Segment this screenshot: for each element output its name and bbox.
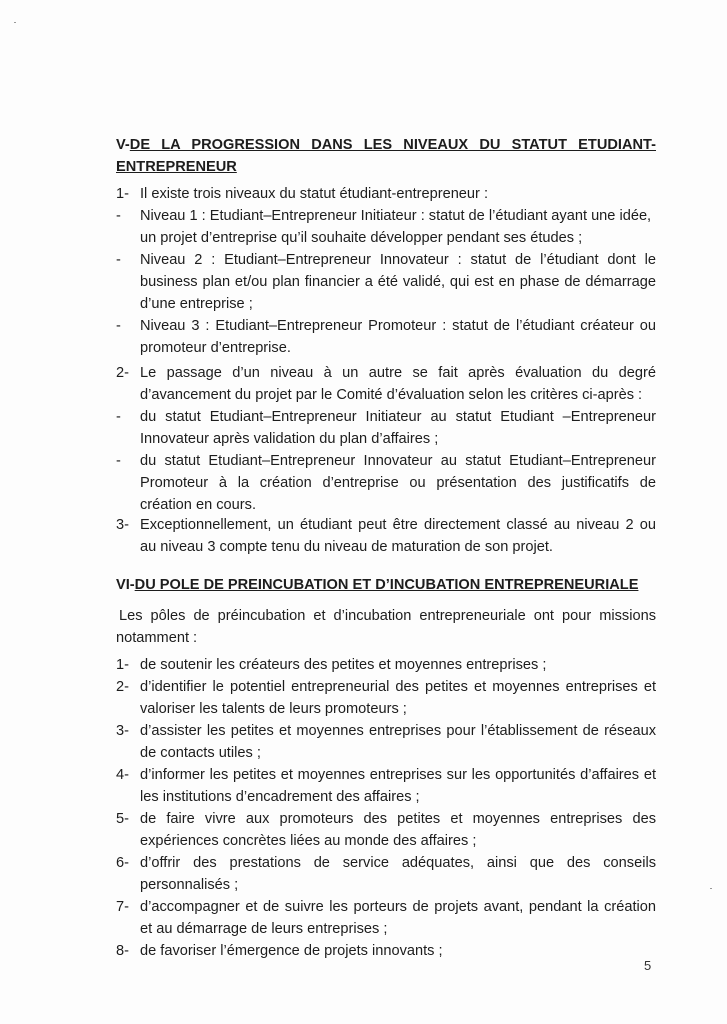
list-item: 3- Exceptionnellement, un étudiant peut être directement classé au niveau 2 ou xyxy=(116,517,656,533)
list-item: 2- Le passage d’un niveau à un autre se fait après évaluation du degré xyxy=(116,365,656,381)
list-item: 5- de faire vivre aux promoteurs des petites et moyennes entreprises des xyxy=(116,811,656,827)
level-2-line: - Niveau 2 : Etudiant–Entrepreneur Innovateur : statut de l’étudiant dont le xyxy=(116,252,656,268)
sub-item-line: - du statut Etudiant–Entrepreneur Innovateur au statut Etudiant–Entrepreneur xyxy=(116,453,656,469)
level-2-line: d’une entreprise ; xyxy=(140,296,253,312)
level-1-line: un projet d’entreprise qu’il souhaite développer pendant ses études ; xyxy=(140,230,583,246)
intro-line: Les pôles de préincubation et d’incubation entrepreneuriale ont pour missions xyxy=(119,608,656,624)
section-v-title-line2: ENTREPRENEUR xyxy=(116,159,237,175)
section-v-title-line1: V-DE LA PROGRESSION DANS LES NIVEAUX DU STATUT ETUDIANT- xyxy=(116,137,656,153)
section-vi-intro xyxy=(116,605,656,649)
section-vi-title: VI-DU POLE DE PREINCUBATION ET D’INCUBATION ENTREPRENEURIALE xyxy=(116,577,639,593)
list-item-continuation: les institutions d’encadrement des affaires ; xyxy=(140,789,420,805)
section-v-item-3 xyxy=(116,514,656,558)
section-v-heading xyxy=(116,134,656,178)
list-item-continuation: au niveau 3 compte tenu du niveau de maturation de son projet. xyxy=(140,539,553,555)
list-item: 3- d’assister les petites et moyennes entreprises pour l’établissement de réseaux xyxy=(116,723,656,739)
scan-speck xyxy=(710,888,712,889)
level-1-line: - Niveau 1 : Etudiant–Entrepreneur Initiateur : statut de l’étudiant ayant une idée, xyxy=(116,208,652,224)
missions-list xyxy=(116,654,656,962)
list-item-continuation: et au démarrage de leurs entreprises ; xyxy=(140,921,388,937)
sub-item-line: Innovateur après validation du plan d’affaires ; xyxy=(140,431,439,447)
sub-item-line: Promoteur à la création d’entreprise ou présentation des justificatifs de xyxy=(140,475,656,491)
level-2-line: business plan et/ou plan financier a été validé, qui est en phase de démarrage xyxy=(140,274,656,290)
list-item-continuation: valoriser les talents de leurs promoteurs ; xyxy=(140,701,407,717)
scan-speck xyxy=(14,22,16,23)
section-v-item-2 xyxy=(116,362,656,516)
list-item: 2- d’identifier le potentiel entrepreneurial des petites et moyennes entreprises et xyxy=(116,679,656,695)
page-number: 5 xyxy=(644,958,652,973)
section-v-item-1 xyxy=(116,183,656,359)
sub-item-line: création en cours. xyxy=(140,497,257,513)
list-item: 1- de soutenir les créateurs des petites et moyennes entreprises ; xyxy=(116,657,547,673)
level-3-line: promoteur d’entreprise. xyxy=(140,340,291,356)
list-item: 8- de favoriser l’émergence de projets innovants ; xyxy=(116,943,443,959)
list-item: 1- Il existe trois niveaux du statut étudiant-entrepreneur : xyxy=(116,186,489,202)
list-item-continuation: d’avancement du projet par le Comité d’évaluation selon les critères ci-après : xyxy=(140,387,643,403)
intro-line: notamment : xyxy=(116,630,198,646)
level-3-line: - Niveau 3 : Etudiant–Entrepreneur Promoteur : statut de l’étudiant créateur ou xyxy=(116,318,656,334)
list-item: 6- d’offrir des prestations de service adéquates, ainsi que des conseils xyxy=(116,855,656,871)
list-item-continuation: personnalisés ; xyxy=(140,877,239,893)
sub-item-line: - du statut Etudiant–Entrepreneur Initiateur au statut Etudiant –Entrepreneur xyxy=(116,409,656,425)
list-item-continuation: expériences concrètes liées au monde des affaires ; xyxy=(140,833,477,849)
list-item: 4- d’informer les petites et moyennes entreprises sur les opportunités d’affaires et xyxy=(116,767,656,783)
list-item: 7- d’accompagner et de suivre les porteurs de projets avant, pendant la création xyxy=(116,899,656,915)
list-item-continuation: de contacts utiles ; xyxy=(140,745,261,761)
section-vi-heading xyxy=(116,574,656,596)
